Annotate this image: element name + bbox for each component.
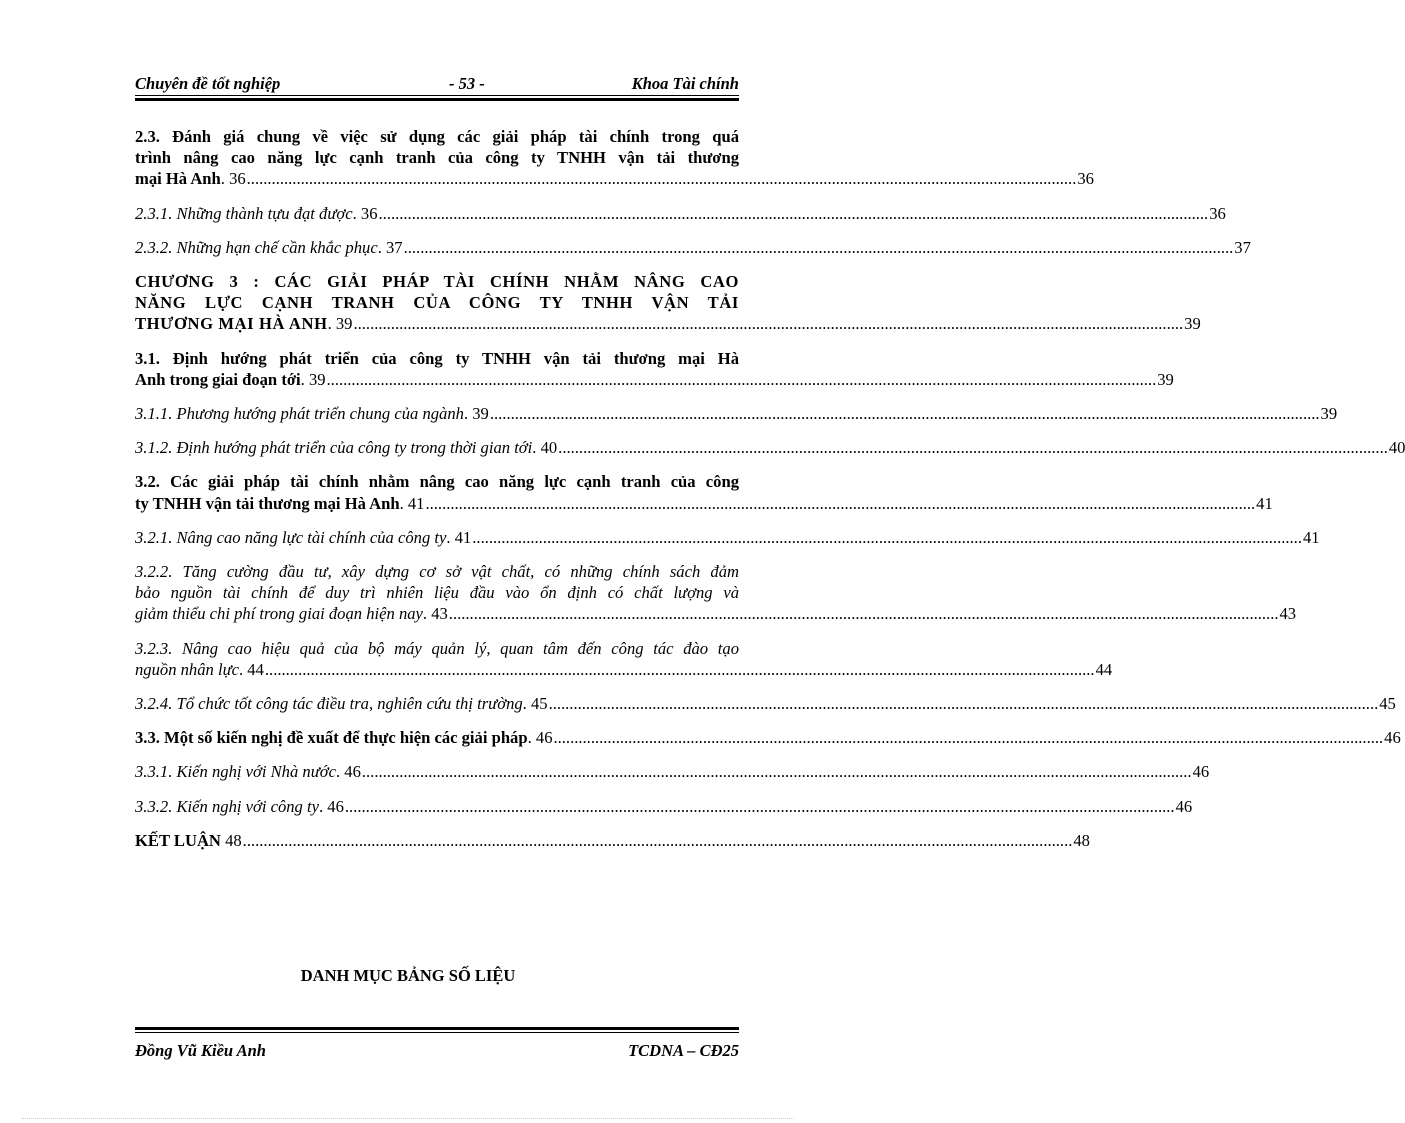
toc-entry[interactable] (135, 561, 1297, 625)
toc-entry-ref: . 37 (377, 237, 403, 257)
toc-entry-last-line (135, 493, 1273, 514)
toc-entry-title: 3.3.2. Kiến nghị với công ty (135, 796, 319, 816)
toc-entry-ref: . 46 (527, 728, 553, 748)
toc-entry-ref: . 45 (522, 694, 548, 714)
toc-entry-last-line (135, 437, 1405, 458)
toc-leader-dots: ........................................................................................................................................................................................................ (326, 369, 1157, 389)
toc-entry-last-line (135, 830, 1090, 851)
toc-entry-line: 3.2. Các giải pháp tài chính nhằm nâng cao năng lực cạnh tranh của công (135, 472, 739, 492)
toc-entry-title: 3.3.1. Kiến nghị với Nhà nước (135, 762, 336, 782)
toc-entry-page: 44 (1095, 659, 1113, 679)
toc-entry-line: 3.1. Định hướng phát triển của công ty TNHH vận tải thương mại Hà (135, 348, 739, 368)
toc-entry[interactable] (135, 471, 1273, 513)
toc-leader-dots: ........................................................................................................................................................................................................ (246, 169, 1077, 189)
toc-entry-line: CHƯƠNG 3 : CÁC GIẢI PHÁP TÀI CHÍNH NHẰM NÂNG CAO (135, 272, 739, 292)
toc-entry-page: 46 (1192, 762, 1210, 782)
toc-entry-title: THƯƠNG MẠI HÀ ANH (135, 314, 328, 334)
toc-leader-dots: ........................................................................................................................................................................................................ (472, 527, 1302, 547)
toc-entry-title: 3.1.1. Phương hướng phát triển chung của ngành (135, 404, 464, 424)
toc-entry-title: 3.2.4. Tổ chức tốt công tác điều tra, nghiên cứu thị trường (135, 694, 523, 714)
toc-entry-ref: . 46 (335, 762, 361, 782)
toc-leader-dots: ........................................................................................................................................................................................................ (353, 314, 1184, 334)
toc-entry-title: nguồn nhân lực (135, 659, 239, 679)
footer-class-code: TCDNA – CĐ25 (628, 1041, 739, 1060)
toc-entry-last-line (135, 693, 1396, 714)
page-edge-divider (22, 1118, 794, 1119)
toc-entry-last-line (135, 603, 1297, 624)
toc-entry-ref: . 39 (327, 314, 353, 334)
toc-entry-title: giảm thiểu chi phí trong giai đoạn hiện nay (135, 604, 423, 624)
toc-entry-page: 45 (1379, 694, 1396, 714)
toc-entry-page: 46 (1175, 796, 1193, 816)
footer-rule-thick (135, 1027, 739, 1030)
toc-entry-last-line (135, 796, 1193, 817)
toc-leader-dots: ........................................................................................................................................................................................................ (242, 830, 1073, 850)
header-page-number: - 53 - (449, 74, 485, 93)
toc-leader-dots: ........................................................................................................................................................................................................ (264, 659, 1095, 679)
toc-entry-ref: . 46 (318, 796, 344, 816)
toc-entry-last-line (135, 659, 1113, 680)
toc-entry[interactable] (135, 527, 1320, 548)
toc-entry-ref: . 41 (446, 527, 472, 547)
toc-entry[interactable] (135, 203, 1226, 224)
toc-entry-ref: . 40 (532, 438, 558, 458)
toc-entry-page: 36 (1209, 203, 1226, 223)
toc-entry-line: 3.2.2. Tăng cường đầu tư, xây dựng cơ sở vật chất, có những chính sách đảm (135, 562, 739, 582)
toc-entry-title: 2.3.2. Những hạn chế cần khắc phục (135, 237, 378, 257)
header-document-type: Chuyên đề tốt nghiệp (135, 74, 281, 93)
toc-leader-dots: ........................................................................................................................................................................................................ (553, 728, 1384, 748)
toc-entry-ref: . 39 (463, 404, 489, 424)
toc-entry-title: Anh trong giai đoạn tới (135, 369, 301, 389)
list-of-tables-heading: DANH MỤC BẢNG SỐ LIỆU (300, 966, 516, 985)
toc-entry-page: 46 (1384, 728, 1401, 748)
toc-entry-page: 43 (1279, 604, 1297, 624)
toc-entry-ref: . 41 (399, 493, 425, 513)
toc-entry-title: KẾT LUẬN (135, 830, 221, 850)
toc-leader-dots: ........................................................................................................................................................................................................ (403, 237, 1234, 257)
toc-entry[interactable] (135, 761, 1210, 782)
toc-entry-page: 39 (1157, 369, 1174, 389)
toc-entry-page: 39 (1320, 404, 1338, 424)
toc-entry-line: 3.2.3. Nâng cao hiệu quả của bộ máy quản lý, quan tâm đến công tác đào tạo (135, 638, 739, 658)
header-rule-thick (135, 98, 739, 101)
toc-entry-last-line (135, 761, 1210, 782)
toc-entry-page: 36 (1077, 169, 1094, 189)
page-footer (135, 1039, 739, 1063)
toc-entry-last-line (135, 313, 1201, 334)
toc-entry-last-line (135, 237, 1251, 258)
toc-entry-line: 2.3. Đánh giá chung về việc sử dụng các giải pháp tài chính trong quá (135, 127, 739, 146)
toc-leader-dots: ........................................................................................................................................................................................................ (548, 694, 1379, 714)
toc-entry-last-line (135, 168, 1094, 189)
toc-entry-page: 41 (1302, 527, 1320, 547)
toc-entry-last-line (135, 527, 1320, 548)
toc-entry-line: trình nâng cao năng lực cạnh tranh của công ty TNHH vận tải thương (135, 148, 739, 168)
header-faculty: Khoa Tài chính (631, 74, 739, 93)
toc-entry-last-line (135, 403, 1338, 424)
toc-entry-page: 48 (1073, 830, 1090, 850)
header-rule-thin (135, 95, 739, 96)
toc-entry-title: 2.3.1. Những thành tựu đạt được (135, 203, 353, 223)
toc-entry[interactable] (135, 126, 1094, 190)
toc-entry-title: 3.1.2. Định hướng phát triển của công ty trong thời gian tới (135, 438, 533, 458)
toc-entry-title: mại Hà Anh (135, 169, 221, 189)
table-of-contents (135, 126, 1405, 851)
footer-author: Đồng Vũ Kiều Anh (135, 1041, 266, 1060)
toc-leader-dots: ........................................................................................................................................................................................................ (361, 762, 1192, 782)
toc-entry-page: 37 (1234, 237, 1251, 257)
toc-entry-last-line (135, 203, 1226, 224)
toc-entry-page: 41 (1256, 493, 1273, 513)
toc-leader-dots: ........................................................................................................................................................................................................ (378, 203, 1209, 223)
toc-entry[interactable] (135, 796, 1193, 817)
toc-entry[interactable] (135, 437, 1405, 458)
toc-entry-ref: . 36 (352, 203, 378, 223)
toc-entry[interactable] (135, 348, 1174, 390)
toc-entry-ref: . 43 (422, 604, 448, 624)
toc-entry-title: ty TNHH vận tải thương mại Hà Anh (135, 493, 400, 513)
toc-entry-line: NĂNG LỰC CẠNH TRANH CỦA CÔNG TY TNHH VẬN TẢI (135, 293, 739, 313)
toc-entry[interactable] (135, 237, 1251, 258)
toc-leader-dots: ........................................................................................................................................................................................................ (448, 604, 1279, 624)
toc-entry-ref: 48 (220, 830, 242, 850)
footer-rule-thin (135, 1032, 739, 1033)
toc-entry-title: 3.2.1. Nâng cao năng lực tài chính của công ty (135, 527, 447, 547)
toc-leader-dots: ........................................................................................................................................................................................................ (558, 438, 1388, 458)
toc-entry-line: bảo nguồn tài chính để duy trì nhiên liệu đầu vào ổn định có chất lượng và (135, 583, 739, 603)
page-header (135, 72, 739, 96)
toc-entry[interactable] (135, 727, 1401, 748)
toc-entry-last-line (135, 727, 1401, 748)
toc-entry-last-line (135, 369, 1174, 390)
toc-entry-title: 3.3. Một số kiến nghị đề xuất để thực hiện các giải pháp (135, 728, 528, 748)
toc-entry[interactable] (135, 271, 1201, 335)
toc-leader-dots: ........................................................................................................................................................................................................ (344, 796, 1175, 816)
toc-leader-dots: ........................................................................................................................................................................................................ (425, 493, 1256, 513)
toc-entry[interactable] (135, 830, 1090, 851)
toc-entry-page: 40 (1388, 438, 1405, 458)
toc-entry-ref: . 44 (239, 659, 264, 679)
toc-leader-dots: ........................................................................................................................................................................................................ (489, 404, 1320, 424)
toc-entry[interactable] (135, 693, 1396, 714)
toc-entry-ref: . 36 (220, 169, 246, 189)
toc-entry[interactable] (135, 403, 1338, 424)
toc-entry[interactable] (135, 638, 1113, 680)
toc-entry-page: 39 (1184, 314, 1201, 334)
toc-entry-ref: . 39 (300, 369, 326, 389)
